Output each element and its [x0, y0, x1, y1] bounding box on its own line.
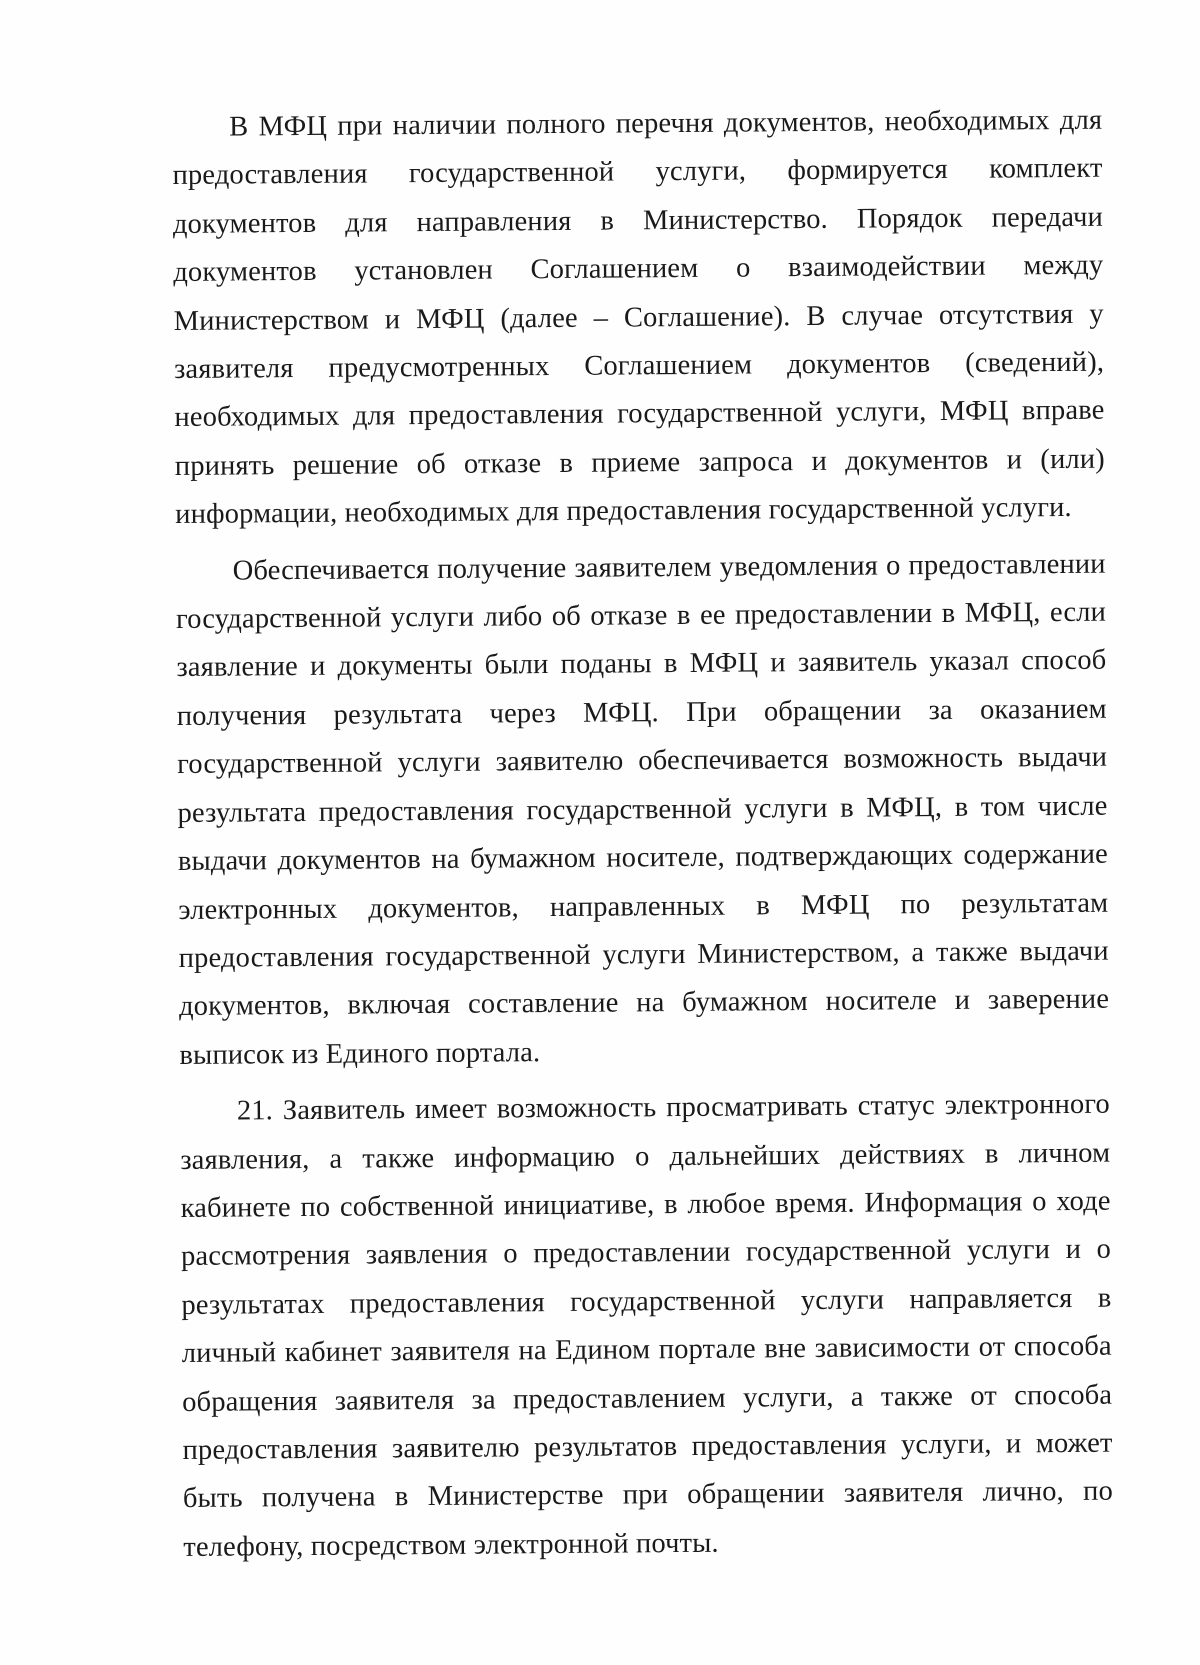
document-body: [172, 97, 1114, 1580]
paragraph-mfc-documents: В МФЦ при наличии полного перечня документов, необходимых для предоставления государственной услуги, формируется комплект документов для направления в Министерство. Порядок передачи документов установлен Соглашением о взаимодействии между Министерством и МФЦ (далее – Соглашение). В случае отсутствия у заявителя предусмотренных Соглашением документов (сведений), необходимых для предоставления государственной услуги, МФЦ вправе принять решение об отказе в приеме запроса и документов и (или) информации, необходимых для предоставления государственной услуги.: [172, 104, 1105, 531]
paragraph-notification: Обеспечивается получение заявителем уведомления о предоставлении государственной услуги либо об отказе в ее предоставлении в МФЦ, если заявление и документы были поданы в МФЦ и заявитель указал способ получения результата через МФЦ. При обращении за оказанием государственной услуги заявителю обеспечивается возможность выдачи результата предоставления государственной услуги в МФЦ, в том числе выдачи документов на бумажном носителе, подтверждающих содержание электронных документов, направленных в МФЦ по результатам предоставления государственной услуги Министерством, а также выдачи документов, включая составление на бумажном носителе и заверение выписок из Единого портала.: [175, 548, 1110, 1071]
paragraph-21-status: 21. Заявитель имеет возможность просматривать статус электронного заявления, а также информацию о дальнейших действиях в личном кабинете по собственной инициативе, в любое время. Информация о ходе рассмотрения заявления о предоставлении государственной услуги и о результатах предоставления государственной услуги направляется в личный кабинет заявителя на Едином портале вне зависимости от способа обращения заявителя за предоставлением услуги, а также от способа предоставления заявителю результатов предоставления услуги, и может быть получена в Министерстве при обращении заявителя лично, по телефону, посредством электронной почты.: [180, 1088, 1114, 1563]
